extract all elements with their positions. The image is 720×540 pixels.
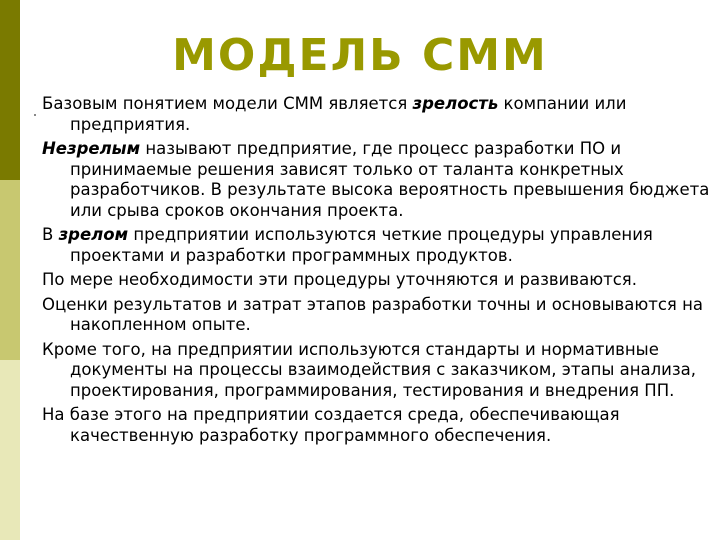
sidebar-segment-light bbox=[0, 360, 20, 540]
paragraph-environment: На базе этого на предприятии создается среда, обеспечивающая качественную разработку программного обеспечения. bbox=[42, 405, 620, 445]
paragraph-immature bbox=[42, 139, 716, 221]
slide-body bbox=[42, 94, 716, 450]
paragraph-text: Базовым понятием модели СММ является bbox=[42, 94, 413, 113]
slide-title: МОДЕЛЬ СММ bbox=[172, 30, 548, 81]
paragraph-text: называют предприятие, где процесс разработки ПО и принимаемые решения зависят только от таланта конкретных разработчиков. В результате высока вероятность превышения бюджета или срыва сроков окончания проекта. bbox=[70, 139, 710, 220]
emphasis-term: зрелость bbox=[412, 94, 499, 113]
paragraph-text: компании или предприятия. bbox=[70, 94, 627, 134]
paragraph-maturity-concept bbox=[42, 94, 716, 135]
paragraph-mature bbox=[42, 225, 716, 266]
bullet-dot bbox=[34, 114, 36, 116]
sidebar-segment-dark bbox=[0, 0, 20, 180]
paragraph-text: В bbox=[42, 225, 59, 244]
emphasis-term: Незрелым bbox=[42, 139, 141, 158]
paragraph-refinement: По мере необходимости эти процедуры уточняются и развиваются. bbox=[42, 270, 637, 289]
paragraph-standards: Кроме того, на предприятии используются стандарты и нормативные документы на процессы взаимодействия с заказчиком, этапы анализа, проектирования, программирования, тестирования и внедрения ПП. bbox=[42, 339, 697, 400]
sidebar-decoration bbox=[0, 0, 20, 540]
sidebar-segment-medium bbox=[0, 180, 20, 360]
paragraph-estimates: Оценки результатов и затрат этапов разработки точны и основываются на накопленном опыте. bbox=[42, 294, 703, 334]
paragraph-text: предприятии используются четкие процедуры управления проектами и разработки программных продуктов. bbox=[70, 225, 653, 265]
emphasis-term: зрелом bbox=[58, 225, 129, 244]
